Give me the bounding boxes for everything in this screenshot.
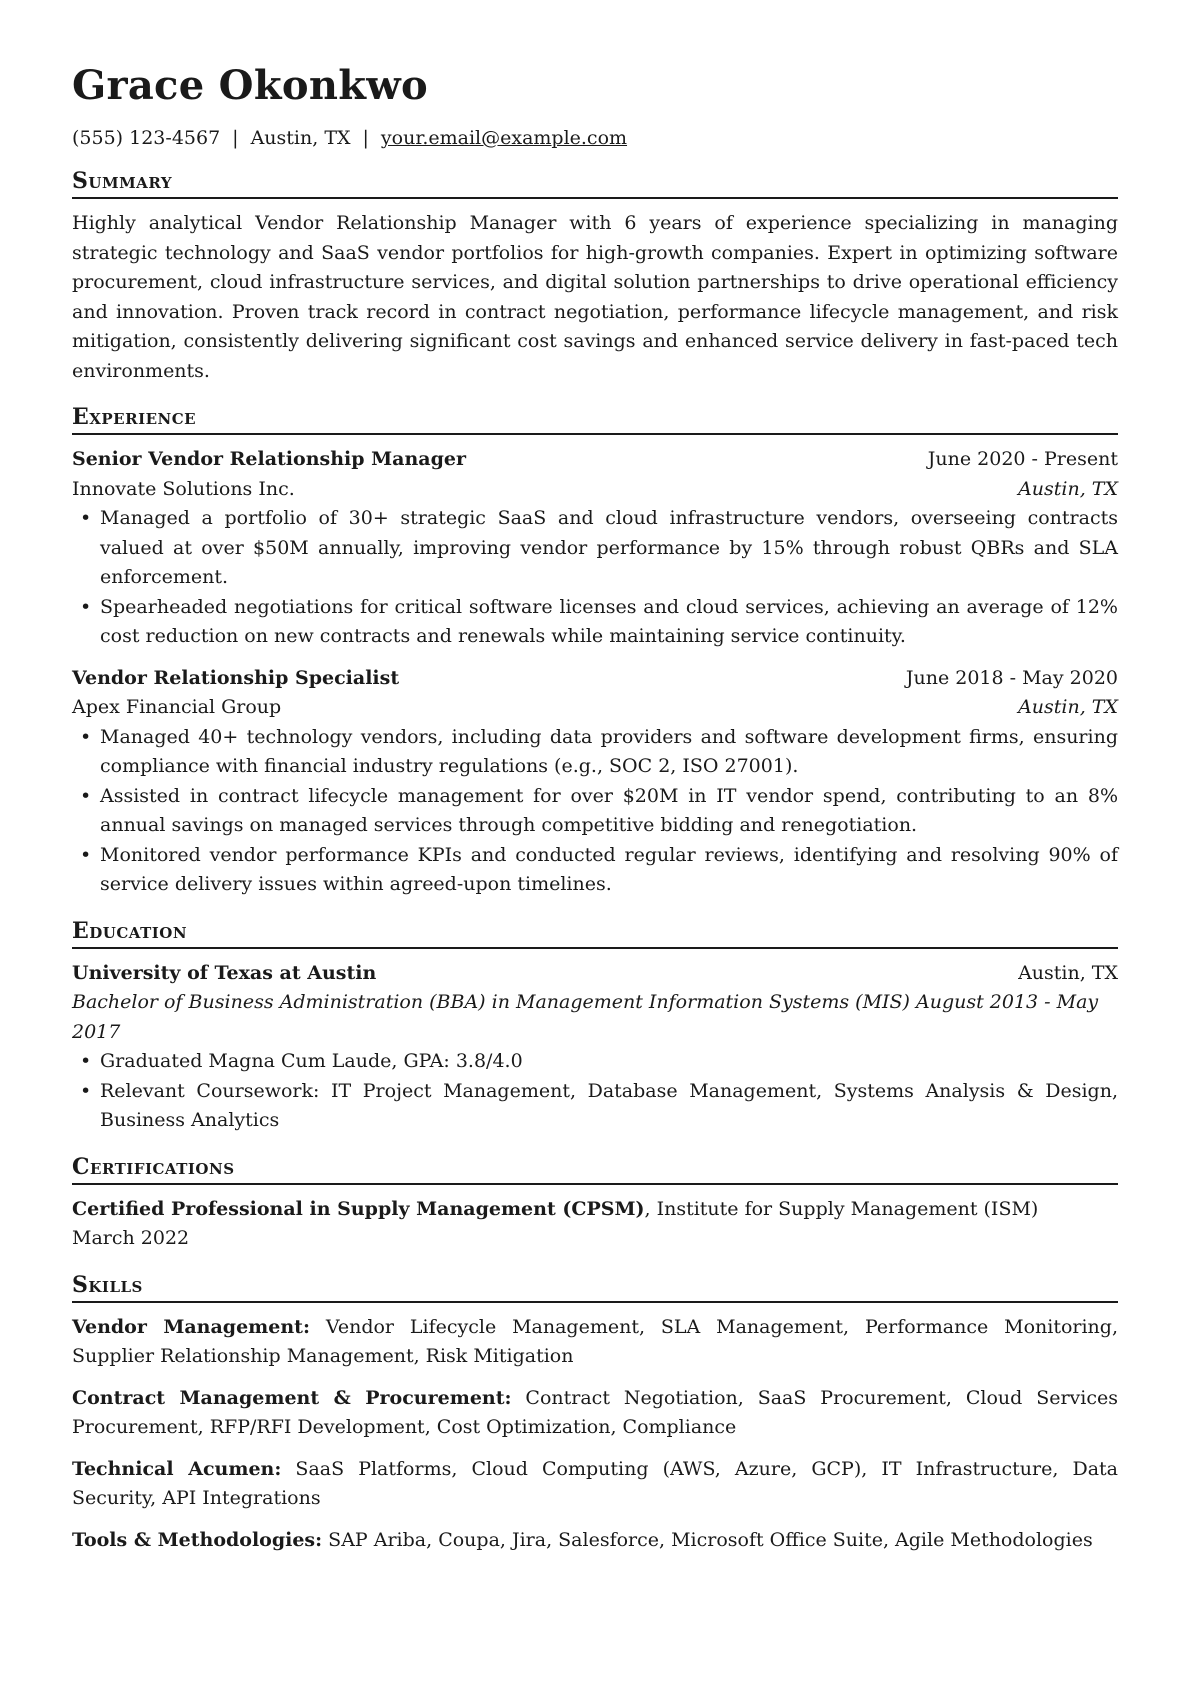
section-title-certifications: Certifications (72, 1154, 1118, 1185)
separator: | (362, 127, 369, 149)
skill-items: Contract Negotiation, SaaS Procurement, Cloud Services Procurement, RFP/RFI Development, Cost Optimization, Compliance (72, 1386, 1119, 1438)
section-title-summary: Summary (72, 168, 1118, 199)
skills-section (72, 1272, 1118, 1556)
job-location: Austin, TX (1018, 696, 1118, 718)
location: Austin, TX (250, 127, 351, 149)
job-location: Austin, TX (1018, 477, 1118, 500)
job-entry (72, 445, 1118, 652)
skill-group (72, 1384, 1118, 1443)
bullet-icon: • (80, 1079, 92, 1102)
list-item (72, 841, 1118, 900)
section-title-experience: Experience (72, 404, 1118, 435)
education-bullets (72, 1047, 1118, 1136)
bullet-text: Spearheaded negotiations for critical software licenses and cloud services, achieving an average of 12% cost reduction on new contracts and renewals while maintaining service continuity. (100, 595, 1118, 647)
experience-section (72, 404, 1118, 900)
skill-label: Technical Acumen: (72, 1457, 282, 1480)
skill-label: Vendor Management: (72, 1315, 310, 1338)
job-company: Apex Financial Group (72, 696, 282, 718)
skill-group (72, 1313, 1118, 1372)
skill-label: Contract Management & Procurement: (72, 1386, 512, 1409)
job-entry (72, 664, 1118, 900)
bullet-text: Monitored vendor performance KPIs and conducted regular reviews, identifying and resolving 90% of service delivery issues within agreed-upon timelines. (100, 843, 1118, 895)
summary-text: Highly analytical Vendor Relationship Manager with 6 years of experience specializing in managing strategic technology and SaaS vendor portfolios for high-growth companies. Expert in optimizing software procurement, cloud infrastructure services, and digital solution partnerships to drive operational efficiency and innovation. Proven track record in contract negotiation, performance lifecycle management, and risk mitigation, consistently delivering significant cost savings and enhanced service delivery in fast-paced tech environments. (72, 212, 1118, 382)
bullet-text: Managed 40+ technology vendors, including data providers and software development firms, ensuring compliance with financial industry regulations (e.g., SOC 2, ISO 27001). (100, 725, 1118, 777)
job-dates: June 2020 - Present (927, 448, 1118, 470)
list-item (72, 504, 1118, 593)
summary-section (72, 168, 1118, 386)
job-bullets (72, 723, 1118, 900)
bullet-text: Relevant Coursework: IT Project Management, Database Management, Systems Analysis & Design, Business Analytics (100, 1079, 1118, 1131)
bullet-icon: • (80, 843, 92, 866)
skill-label: Tools & Methodologies: (72, 1528, 323, 1551)
phone: (555) 123-4567 (72, 127, 221, 149)
bullet-icon: • (80, 595, 92, 618)
job-bullets (72, 504, 1118, 652)
skill-group (72, 1526, 1118, 1556)
degree: Bachelor of Business Administration (BBA) in Management Information Systems (MIS) August 2013 - May 2017 (72, 991, 1099, 1043)
candidate-name: Grace Okonkwo (72, 62, 428, 109)
cert-issuer: , Institute for Supply Management (ISM) (644, 1197, 1039, 1220)
bullet-icon: • (80, 784, 92, 807)
skill-items: SaaS Platforms, Cloud Computing (AWS, Azure, GCP), IT Infrastructure, Data Security, API Integrations (72, 1457, 1118, 1509)
list-item (72, 1077, 1118, 1136)
job-role: Vendor Relationship Specialist (72, 666, 400, 689)
job-role: Senior Vendor Relationship Manager (72, 448, 466, 470)
job-dates: June 2018 - May 2020 (905, 666, 1118, 689)
bullet-text: Managed a portfolio of 30+ strategic SaaS and cloud infrastructure vendors, overseeing contracts valued at over $50M annually, improving vendor performance by 15% through robust QBRs and SLA enforcement. (100, 507, 1118, 588)
section-title-skills: Skills (72, 1272, 1118, 1303)
cert-name: Certified Professional in Supply Management (CPSM) (72, 1197, 645, 1220)
list-item (72, 723, 1118, 782)
school-name: University of Texas at Austin (72, 961, 377, 984)
certifications-section (72, 1154, 1118, 1254)
section-title-education: Education (72, 918, 1118, 949)
job-company: Innovate Solutions Inc. (72, 477, 295, 500)
bullet-icon: • (80, 1050, 92, 1072)
skill-group (72, 1455, 1118, 1514)
certification-entry (72, 1195, 1118, 1225)
education-section (72, 918, 1118, 1136)
bullet-text: Graduated Magna Cum Laude, GPA: 3.8/4.0 (100, 1050, 523, 1072)
bullet-icon: • (80, 507, 92, 529)
email-link[interactable]: your.email@example.com (380, 127, 628, 149)
contact-line (72, 126, 1118, 150)
list-item (72, 593, 1118, 652)
cert-date: March 2022 (72, 1227, 190, 1249)
skill-items: SAP Ariba, Coupa, Jira, Salesforce, Microsoft Office Suite, Agile Methodologies (322, 1528, 1093, 1551)
list-item (72, 782, 1118, 841)
bullet-text: Assisted in contract lifecycle management for over $20M in IT vendor spend, contributing to an 8% annual savings on managed services through competitive bidding and renegotiation. (100, 784, 1118, 836)
bullet-icon: • (80, 725, 92, 748)
school-location: Austin, TX (1018, 961, 1118, 984)
skill-items: Vendor Lifecycle Management, SLA Management, Performance Monitoring, Supplier Relationship Management, Risk Mitigation (72, 1315, 1118, 1367)
list-item (72, 1047, 1118, 1077)
separator: | (232, 127, 239, 149)
